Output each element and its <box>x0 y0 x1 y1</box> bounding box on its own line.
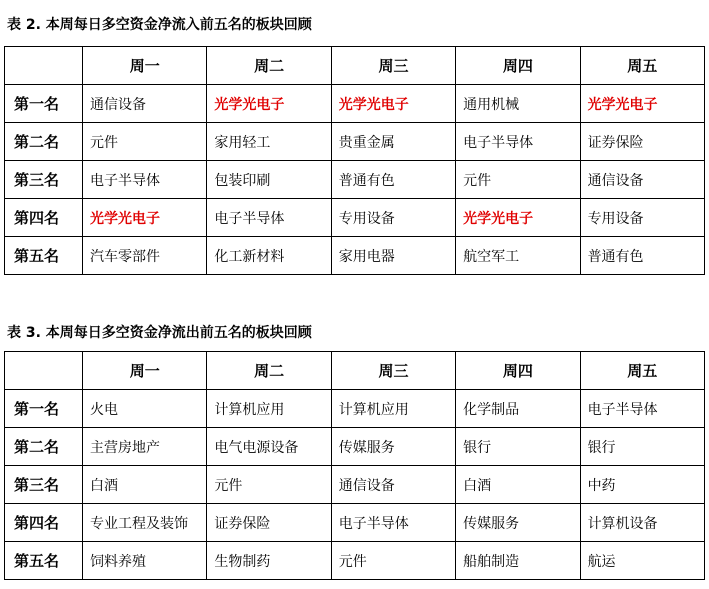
table-row <box>5 466 705 504</box>
table-row <box>5 237 705 275</box>
sector-cell: 白酒 <box>83 466 207 504</box>
day-header: 周四 <box>456 47 580 85</box>
table-row <box>5 428 705 466</box>
rank-label: 第三名 <box>5 161 83 199</box>
sector-cell: 光学光电子 <box>207 85 331 123</box>
sector-cell: 元件 <box>83 123 207 161</box>
sector-cell: 计算机应用 <box>207 390 331 428</box>
table-row <box>5 123 705 161</box>
table-row <box>5 85 705 123</box>
sector-cell: 证券保险 <box>580 123 704 161</box>
rank-label: 第二名 <box>5 428 83 466</box>
sector-cell: 家用轻工 <box>207 123 331 161</box>
header-row <box>5 47 705 85</box>
table-row <box>5 199 705 237</box>
sector-cell: 饲料养殖 <box>83 542 207 580</box>
sector-cell: 航空军工 <box>456 237 580 275</box>
outflow-table <box>4 351 705 580</box>
sector-cell: 化学制品 <box>456 390 580 428</box>
rank-label: 第四名 <box>5 504 83 542</box>
sector-cell: 光学光电子 <box>456 199 580 237</box>
sector-cell: 通信设备 <box>83 85 207 123</box>
sector-cell: 电子半导体 <box>331 504 455 542</box>
rank-label: 第五名 <box>5 542 83 580</box>
table3-caption: 表 3. 本周每日多空资金净流出前五名的板块回顾 <box>7 325 312 341</box>
sector-cell: 光学光电子 <box>580 85 704 123</box>
table-row <box>5 161 705 199</box>
sector-cell: 电子半导体 <box>580 390 704 428</box>
sector-cell: 生物制药 <box>207 542 331 580</box>
sector-cell: 贵重金属 <box>331 123 455 161</box>
sector-cell: 专用设备 <box>580 199 704 237</box>
sector-cell: 电子半导体 <box>207 199 331 237</box>
table-row <box>5 542 705 580</box>
table-row <box>5 390 705 428</box>
sector-cell: 计算机应用 <box>331 390 455 428</box>
day-header: 周二 <box>207 47 331 85</box>
day-header: 周五 <box>580 47 704 85</box>
inflow-table <box>4 46 705 275</box>
sector-cell: 电子半导体 <box>83 161 207 199</box>
rank-label: 第一名 <box>5 390 83 428</box>
rank-label: 第二名 <box>5 123 83 161</box>
sector-cell: 证券保险 <box>207 504 331 542</box>
sector-cell: 专用设备 <box>331 199 455 237</box>
sector-cell: 白酒 <box>456 466 580 504</box>
table-row <box>5 504 705 542</box>
rank-label: 第一名 <box>5 85 83 123</box>
sector-cell: 元件 <box>456 161 580 199</box>
sector-cell: 通信设备 <box>580 161 704 199</box>
day-header: 周一 <box>83 47 207 85</box>
day-header: 周五 <box>580 352 704 390</box>
sector-cell: 化工新材料 <box>207 237 331 275</box>
sector-cell: 银行 <box>456 428 580 466</box>
day-header: 周四 <box>456 352 580 390</box>
day-header: 周三 <box>331 352 455 390</box>
corner-cell <box>5 352 83 390</box>
rank-label: 第五名 <box>5 237 83 275</box>
rank-label: 第三名 <box>5 466 83 504</box>
sector-cell: 火电 <box>83 390 207 428</box>
sector-cell: 专业工程及装饰 <box>83 504 207 542</box>
sector-cell: 普通有色 <box>331 161 455 199</box>
sector-cell: 包装印刷 <box>207 161 331 199</box>
sector-cell: 元件 <box>331 542 455 580</box>
day-header: 周三 <box>331 47 455 85</box>
day-header: 周一 <box>83 352 207 390</box>
sector-cell: 中药 <box>580 466 704 504</box>
sector-cell: 家用电器 <box>331 237 455 275</box>
sector-cell: 元件 <box>207 466 331 504</box>
rank-label: 第四名 <box>5 199 83 237</box>
sector-cell: 通信设备 <box>331 466 455 504</box>
sector-cell: 传媒服务 <box>331 428 455 466</box>
header-row <box>5 352 705 390</box>
sector-cell: 银行 <box>580 428 704 466</box>
table2-caption: 表 2. 本周每日多空资金净流入前五名的板块回顾 <box>7 17 312 33</box>
sector-cell: 船舶制造 <box>456 542 580 580</box>
day-header: 周二 <box>207 352 331 390</box>
sector-cell: 普通有色 <box>580 237 704 275</box>
sector-cell: 航运 <box>580 542 704 580</box>
sector-cell: 光学光电子 <box>83 199 207 237</box>
corner-cell <box>5 47 83 85</box>
sector-cell: 电气电源设备 <box>207 428 331 466</box>
sector-cell: 光学光电子 <box>331 85 455 123</box>
sector-cell: 通用机械 <box>456 85 580 123</box>
sector-cell: 主营房地产 <box>83 428 207 466</box>
sector-cell: 传媒服务 <box>456 504 580 542</box>
sector-cell: 电子半导体 <box>456 123 580 161</box>
sector-cell: 计算机设备 <box>580 504 704 542</box>
sector-cell: 汽车零部件 <box>83 237 207 275</box>
